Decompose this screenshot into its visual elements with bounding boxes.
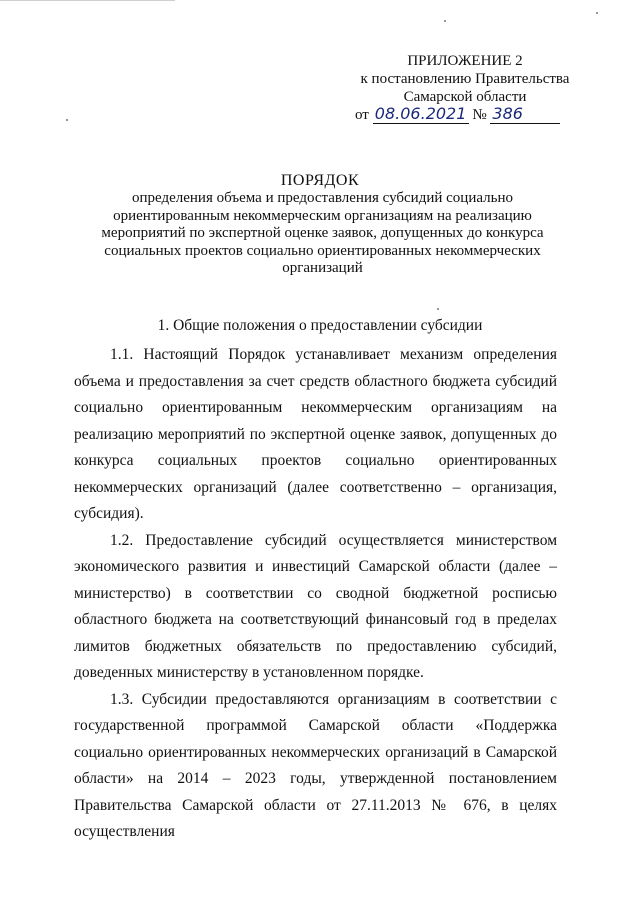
scan-speck: [596, 12, 598, 14]
paragraph-1-3: 1.3. Субсидии предоставляются организациям в соответствии с государственной программой Самарской области «Поддержка социально ориентированных некоммерческих организаций в Самарской области» на 2014 – 2023 годы, утвержденной постановлением Правительства Самарской области от 27.11.2013 № 676, в целях осуществления: [74, 690, 557, 840]
appendix-header: [330, 52, 600, 106]
scan-speck: [444, 20, 446, 22]
resolution-date: 08.06.2021: [373, 105, 469, 124]
document-subtitle: определения объема и предоставления субсидий социально ориентированным некоммерческим организациям на реализацию мероприятий по экспертной оценке заявок, допущенных до конкурса социальных проектов социально ориентированных некоммерческих организаций: [101, 190, 544, 276]
paragraph-1-1: 1.1. Настоящий Порядок устанавливает механизм определения объема и предоставления за счет средств областного бюджета субсидий социально ориентированным некоммерческим организациям на реализацию мероприятий по экспертной оценке заявок, допущенных до конкурса социальных проектов социально ориентированных некоммерческих организаций (далее соответственно – организация, субсидия).: [74, 346, 557, 522]
appendix-title: ПРИЛОЖЕНИЕ 2: [407, 53, 523, 69]
number-label: №: [472, 107, 487, 123]
scan-edge-line: [0, 0, 175, 1]
scan-speck: [66, 119, 68, 121]
scan-speck: [437, 308, 439, 310]
appendix-reference: к постановлению Правительства: [360, 71, 570, 87]
section-heading: 1. Общие положения о предоставлении субсидии: [157, 317, 483, 334]
paragraph-1-2: 1.2. Предоставление субсидий осуществляется министерством экономического развития и инвестиций Самарской области (далее – министерство) в соответствии со сводной бюджетной росписью областного бюджета на соответствующий финансовый год в пределах лимитов бюджетных обязательств по предоставлению субсидий, доведенных министерству в установленном порядке.: [74, 531, 557, 681]
appendix-region: Самарской области: [403, 89, 527, 105]
from-label: от: [355, 107, 369, 123]
resolution-date-number: [355, 105, 560, 124]
section-body: [74, 342, 557, 846]
resolution-number: 386: [490, 105, 560, 124]
document-title: ПОРЯДОК: [280, 172, 360, 189]
